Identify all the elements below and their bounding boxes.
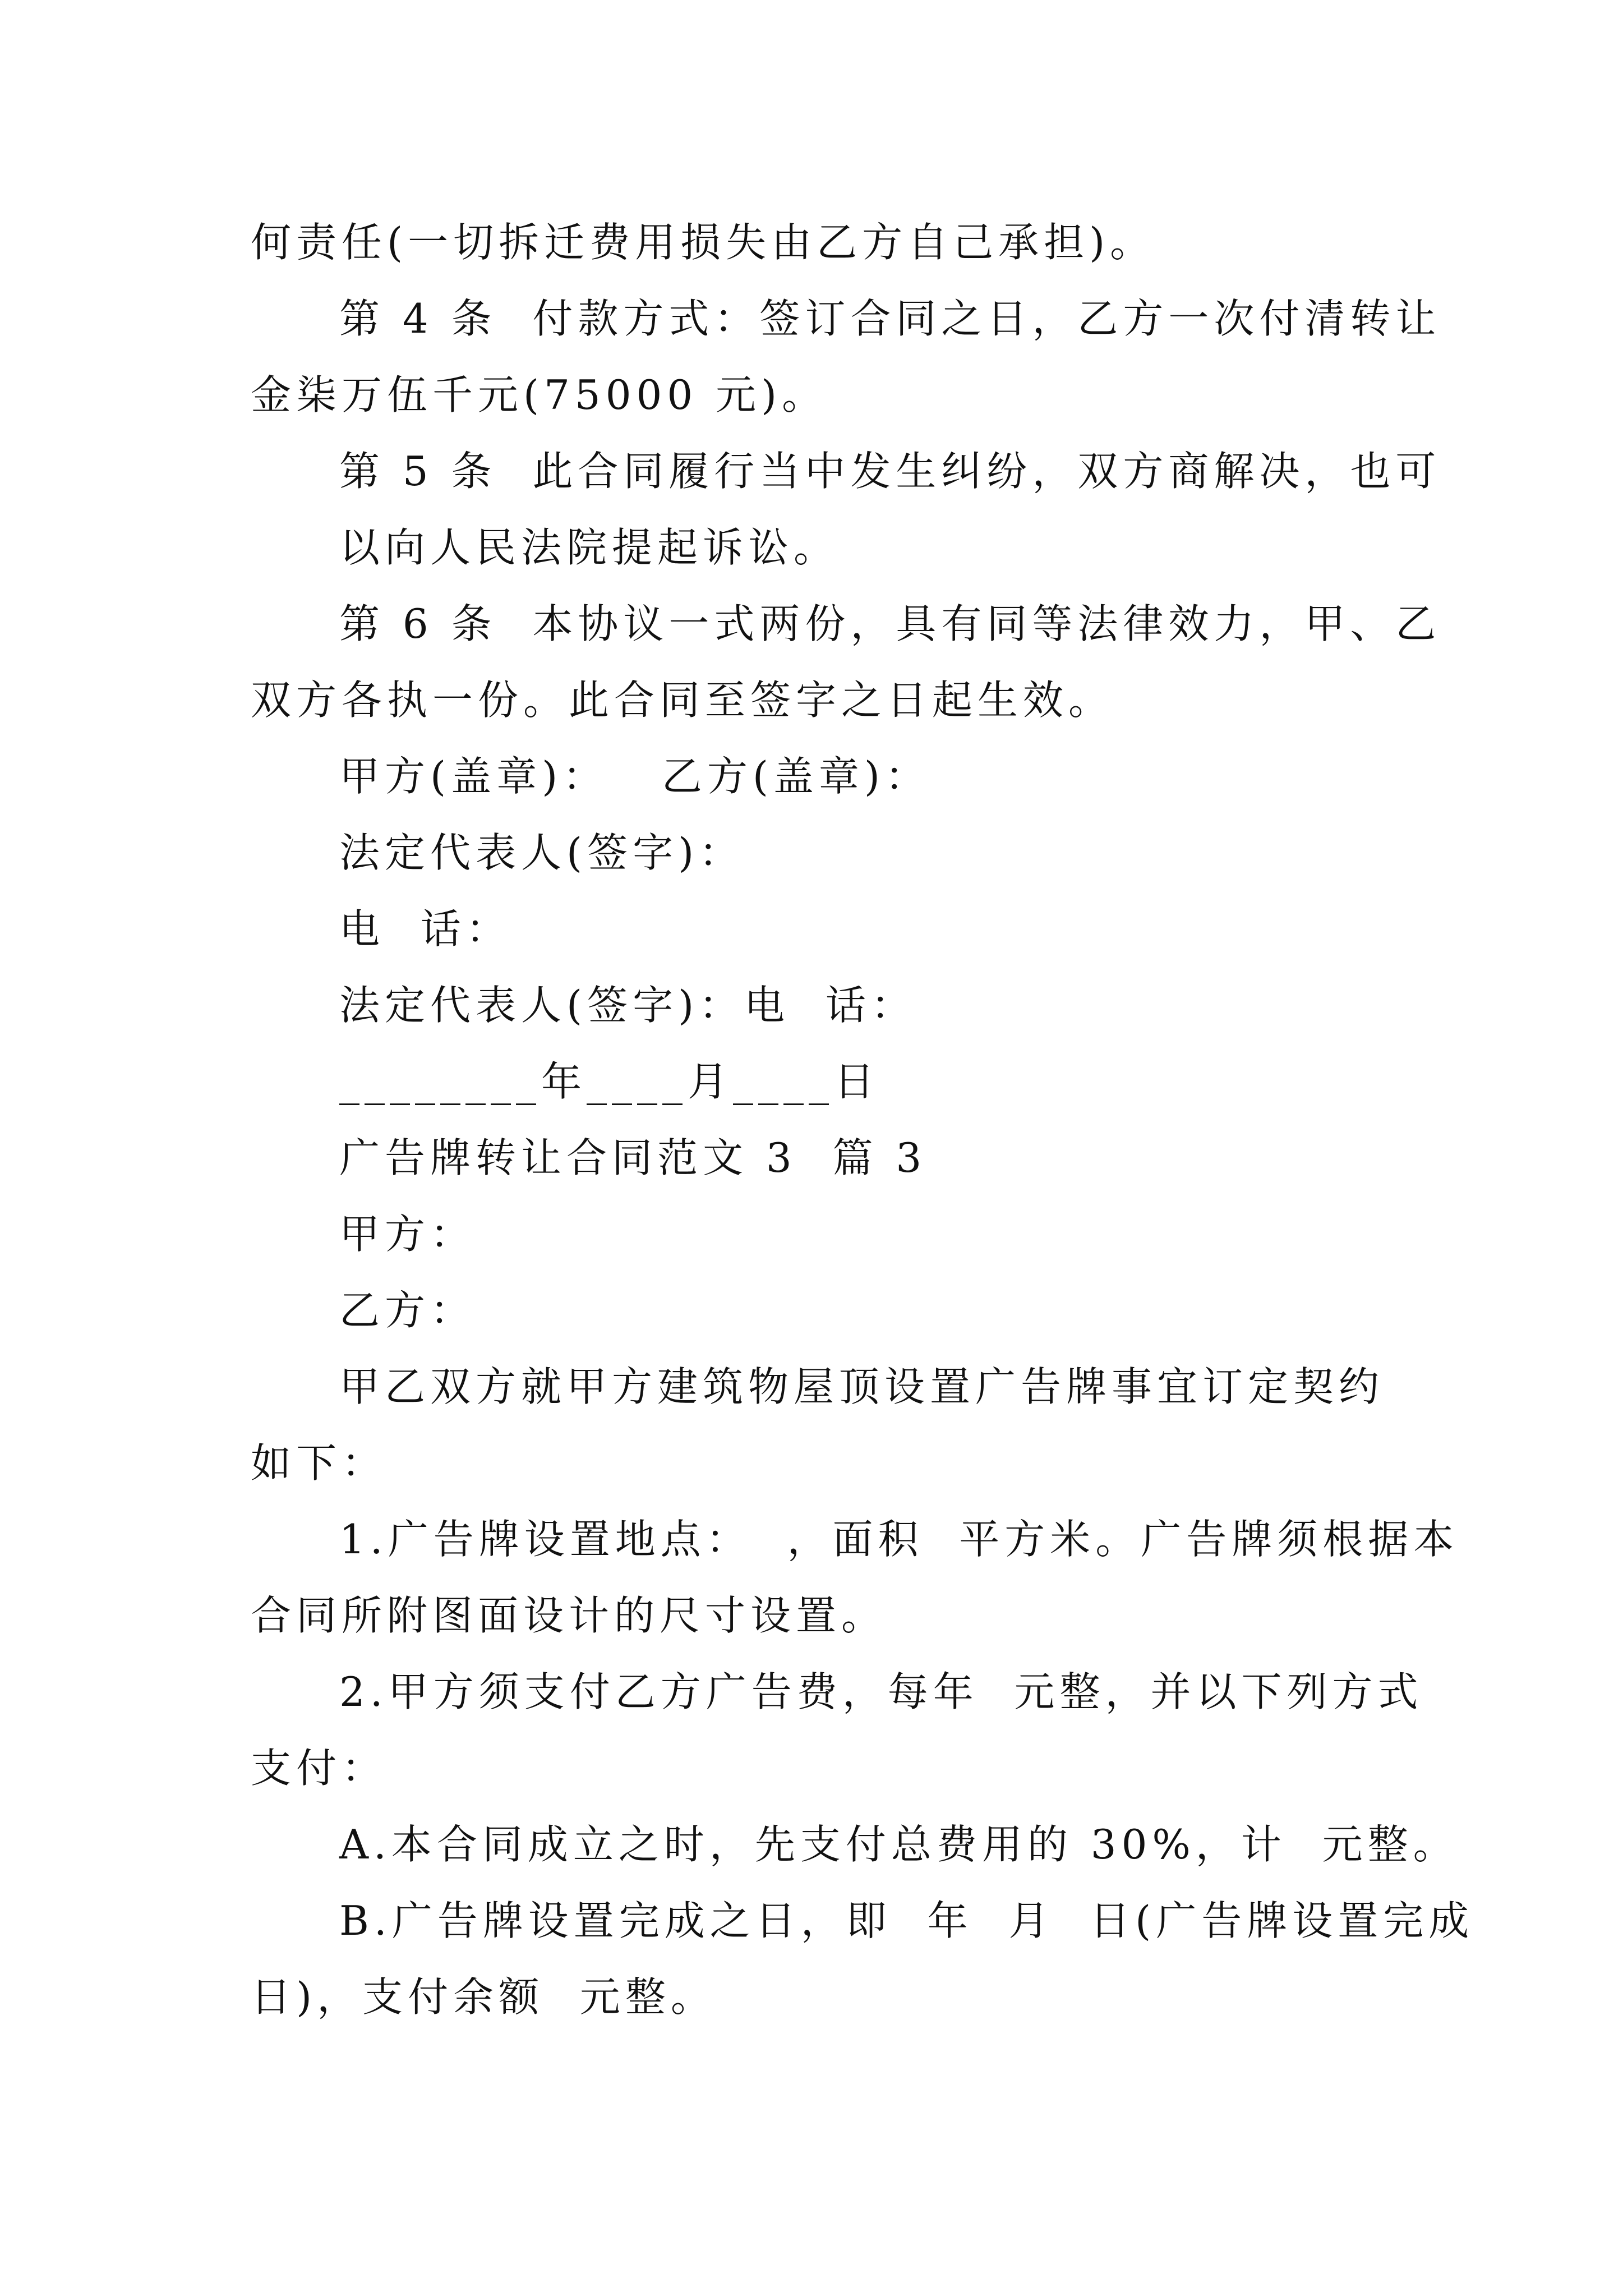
section-heading: 广告牌转让合同范文 3 篇 3 bbox=[339, 1134, 927, 1181]
text-line: 乙方： bbox=[339, 1287, 476, 1334]
text-line: 双方各执一份。此合同至签字之日起生效。 bbox=[251, 677, 1114, 724]
text-line: 甲方： bbox=[339, 1211, 476, 1258]
text-line: 如下： bbox=[251, 1439, 388, 1487]
text-line: 何责任(一切拆迁费用损失由乙方自己承担)。 bbox=[251, 219, 1156, 266]
text-line: 支付： bbox=[251, 1745, 388, 1792]
text-line: 甲方(盖章)： 乙方(盖章)： bbox=[339, 753, 931, 800]
text-line: A.本合同成立之时，先支付总费用的 30%，计 元整。 bbox=[339, 1821, 1459, 1868]
text-line: 以向人民法院提起诉讼。 bbox=[339, 524, 840, 571]
text-line: 2.甲方须支付乙方广告费，每年 元整，并以下列方式 bbox=[339, 1668, 1423, 1715]
text-line: 第 5 条 此合同履行当中发生纠纷，双方商解决，也可 bbox=[339, 448, 1441, 495]
text-line: 第 6 条 本协议一式两份，具有同等法律效力，甲、乙 bbox=[339, 600, 1441, 647]
text-line: 第 4 条 付款方式：签订合同之日，乙方一次付清转让 bbox=[339, 295, 1441, 342]
text-line: 金柒万伍千元(75000 元)。 bbox=[251, 371, 828, 418]
text-line: 1.广告牌设置地点： ，面积 平方米。广告牌须根据本 bbox=[339, 1516, 1459, 1563]
text-line: 法定代表人(签字)： bbox=[339, 829, 745, 876]
text-line: 甲乙双方就甲方建筑物屋顶设置广告牌事宜订定契约 bbox=[339, 1363, 1385, 1410]
text-line: 电 话： bbox=[339, 905, 511, 953]
date-line: ________年____月____日 bbox=[339, 1058, 879, 1105]
text-line: 日)，支付余额 元整。 bbox=[251, 1973, 716, 2021]
text-line: B.广告牌设置完成之日，即 年 月 日(广告牌设置完成 bbox=[339, 1897, 1474, 1944]
text-line: 法定代表人(签字)：电 话： bbox=[339, 982, 916, 1029]
text-line: 合同所附图面设计的尺寸设置。 bbox=[251, 1592, 887, 1639]
